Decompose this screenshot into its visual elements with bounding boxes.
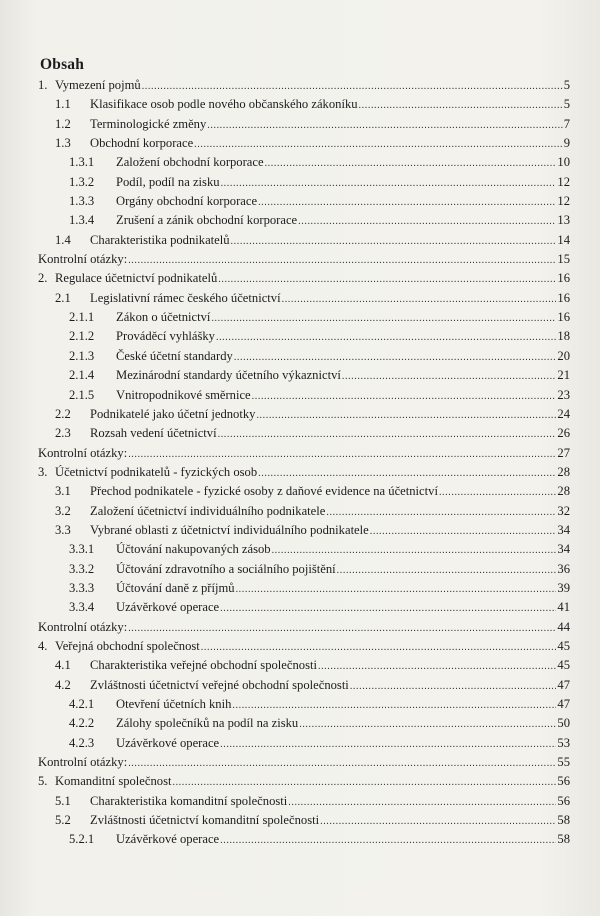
- toc-entry-page: 45: [557, 658, 570, 673]
- toc-entry-page: 44: [557, 619, 570, 634]
- toc-entry-page: 27: [557, 445, 570, 460]
- toc-entry-number: 2.1.3: [69, 348, 95, 363]
- toc-entry-link[interactable]: [116, 560, 570, 580]
- toc-leader-dots: [220, 599, 556, 618]
- toc-entry-title: Mezinárodní standardy účetního výkaznictví: [116, 368, 341, 383]
- toc-leader-dots: [299, 715, 556, 734]
- toc-entry-page: 7: [563, 116, 570, 131]
- toc-entry-link[interactable]: [90, 134, 570, 154]
- toc-entry-title: Podíl, podíl na zisku: [116, 174, 220, 189]
- toc-entry-page: 5: [563, 97, 570, 112]
- toc-leader-dots: [320, 812, 556, 831]
- toc-entry: [38, 637, 570, 656]
- toc-entry-link[interactable]: [90, 482, 570, 502]
- toc-entry-page: 45: [557, 638, 570, 653]
- toc-entry: [38, 134, 570, 153]
- toc-entry-link[interactable]: [38, 618, 570, 638]
- toc-leader-dots: [128, 251, 556, 270]
- toc-entry: [38, 444, 570, 463]
- toc-entry: [38, 695, 570, 714]
- toc-leader-dots: [231, 232, 557, 251]
- toc-entry-title: Založení obchodní korporace: [116, 155, 264, 170]
- toc-entry-link[interactable]: [116, 173, 570, 193]
- toc-leader-dots: [142, 77, 563, 96]
- toc-entry-number: 2.1.4: [69, 368, 95, 383]
- toc-entry-link[interactable]: [90, 656, 570, 676]
- page-title: Obsah: [40, 56, 85, 73]
- toc-entry-title: Komanditní společnost: [55, 774, 172, 789]
- toc-entry-title: Založení účetnictví individuálního podnikatele: [90, 503, 326, 518]
- toc-entry-title: Zrušení a zánik obchodní korporace: [116, 213, 298, 228]
- toc-entry: [38, 560, 570, 579]
- toc-entry: [38, 269, 570, 288]
- toc-leader-dots: [288, 793, 556, 812]
- toc-entry-title: Charakteristika veřejné obchodní společnosti: [90, 658, 317, 673]
- toc-entry-link[interactable]: [116, 734, 570, 754]
- toc-entry-title: Zvláštnosti účetnictví veřejné obchodní společnosti: [90, 677, 349, 692]
- toc-entry-title: Vymezení pojmů: [55, 78, 141, 92]
- toc-leader-dots: [172, 773, 556, 792]
- toc-entry-number: 5.2: [55, 813, 71, 828]
- toc-entry-link[interactable]: [116, 192, 570, 212]
- toc-entry-page: 24: [557, 406, 570, 421]
- toc-leader-dots: [337, 561, 557, 580]
- toc-entry: [38, 598, 570, 617]
- toc-entry: [38, 830, 570, 849]
- toc-entry-number: 2.1.1: [69, 310, 95, 325]
- toc-entry-page: 16: [557, 290, 570, 305]
- toc-entry-title: Obchodní korporace: [90, 136, 194, 151]
- toc-entry-title: Orgány obchodní korporace: [116, 194, 258, 209]
- toc-entry-page: 56: [557, 793, 570, 808]
- toc-entry-page: 55: [557, 755, 570, 770]
- toc-entry-number: 2.1.2: [69, 329, 95, 344]
- toc-leader-dots: [370, 522, 557, 541]
- toc-entry: [38, 289, 570, 308]
- toc-leader-dots: [236, 580, 557, 599]
- toc-entry-title: Kontrolní otázky:: [38, 445, 128, 460]
- toc-entry-page: 10: [557, 155, 570, 170]
- toc-entry-link[interactable]: [116, 327, 570, 347]
- toc-entry-page: 36: [557, 561, 570, 576]
- toc-entry-link[interactable]: [116, 211, 570, 231]
- toc-entry-link[interactable]: [90, 676, 570, 696]
- toc-entry-page: 23: [557, 387, 570, 402]
- toc-leader-dots: [218, 270, 556, 289]
- toc-entry-number: 4.2.2: [69, 716, 95, 731]
- toc-entry-link[interactable]: [116, 579, 570, 599]
- toc-entry: [38, 753, 570, 772]
- toc-entry: [38, 424, 570, 443]
- toc-entry-page: 28: [557, 464, 570, 479]
- toc-leader-dots: [256, 406, 556, 425]
- toc-entry: [38, 115, 570, 134]
- toc-entry-number: 4.2: [55, 677, 71, 692]
- toc-entry-page: 16: [557, 271, 570, 286]
- toc-entry-title: Uzávěrkové operace: [116, 735, 220, 750]
- toc-entry: [38, 250, 570, 269]
- toc-entry-number: 4.2.1: [69, 697, 95, 711]
- toc-entry-title: Uzávěrkové operace: [116, 832, 220, 847]
- toc-entry-page: 16: [557, 310, 570, 325]
- toc-entry-number: 5.: [38, 774, 48, 789]
- toc-entry-page: 34: [557, 542, 570, 557]
- toc-entry-title: Regulace účetnictví podnikatelů: [55, 271, 218, 286]
- toc-entry-page: 28: [557, 484, 570, 499]
- toc-leader-dots: [211, 309, 556, 328]
- toc-entry: [38, 76, 570, 95]
- toc-entry-title: Zvláštnosti účetnictví komanditní společnosti: [90, 813, 320, 828]
- toc-entry-title: Prováděcí vyhlášky: [116, 329, 215, 344]
- toc-entry-number: 1.3: [55, 136, 71, 151]
- toc-entry-number: 2.: [38, 271, 48, 286]
- toc-entry-page: 26: [557, 426, 570, 441]
- toc-entry-link[interactable]: [90, 115, 570, 135]
- toc-entry-page: 13: [557, 213, 570, 228]
- toc-entry-page: 5: [563, 78, 570, 92]
- toc-entry: [38, 676, 570, 695]
- toc-entry-link[interactable]: [116, 695, 570, 715]
- toc-entry-link[interactable]: [55, 269, 570, 289]
- toc-entry-title: Účetnictví podnikatelů - fyzických osob: [55, 464, 258, 479]
- toc-entry: [38, 211, 570, 230]
- toc-entry: [38, 792, 570, 811]
- toc-entry-number: 1.3.1: [69, 155, 95, 170]
- toc-entry-page: 12: [557, 194, 570, 209]
- toc-entry-link[interactable]: [116, 347, 570, 367]
- toc-entry-page: 53: [557, 735, 570, 750]
- toc-entry-number: 1.2: [55, 116, 71, 131]
- toc-entry-title: Účtování nakupovaných zásob: [116, 542, 271, 557]
- toc-entry-title: Vybrané oblasti z účetnictví individuálního podnikatele: [90, 522, 369, 537]
- toc-entry-title: Přechod podnikatele - fyzické osoby z daňové evidence na účetnictví: [90, 484, 438, 499]
- toc-entry-title: Veřejná obchodní společnost: [55, 638, 200, 653]
- toc-leader-dots: [220, 735, 556, 754]
- toc-entry-page: 20: [557, 348, 570, 363]
- toc-entry-page: 39: [557, 580, 570, 595]
- toc-entry-link[interactable]: [38, 250, 570, 270]
- toc-entry-number: 3.1: [55, 484, 71, 499]
- toc-entry-page: 18: [557, 329, 570, 344]
- toc-entry-link[interactable]: [116, 598, 570, 618]
- toc-entry: [38, 502, 570, 521]
- toc-leader-dots: [265, 154, 557, 173]
- toc-entry-page: 50: [557, 716, 570, 731]
- toc-entry-link[interactable]: [55, 76, 570, 96]
- toc-entry-title: Kontrolní otázky:: [38, 619, 128, 634]
- toc-entry-number: 3.3.2: [69, 561, 95, 576]
- toc-entry: [38, 811, 570, 830]
- toc-leader-dots: [350, 677, 557, 696]
- toc-entry-title: Účtování daně z příjmů: [116, 580, 235, 595]
- toc-entry-link[interactable]: [90, 792, 570, 812]
- toc-entry: [38, 95, 570, 114]
- toc-entry: [38, 482, 570, 501]
- toc-leader-dots: [218, 425, 557, 444]
- toc-entry-title: Legislativní rámec českého účetnictví: [90, 290, 281, 305]
- toc-entry-link[interactable]: [55, 463, 570, 483]
- toc-entry-number: 3.3.3: [69, 580, 95, 595]
- toc-entry-number: 3.3.4: [69, 600, 95, 615]
- toc-entry-number: 4.: [38, 638, 48, 653]
- toc-leader-dots: [282, 290, 557, 309]
- toc-entry-number: 3.3.1: [69, 542, 95, 557]
- toc-entry-page: 12: [557, 174, 570, 189]
- toc-leader-dots: [221, 174, 557, 193]
- toc-entry-page: 56: [557, 774, 570, 789]
- toc-entry-link[interactable]: [116, 540, 570, 560]
- toc-entry-link[interactable]: [90, 231, 570, 251]
- toc-entry-title: Kontrolní otázky:: [38, 755, 128, 770]
- toc-entry: [38, 308, 570, 327]
- toc-entry-title: Zákon o účetnictví: [116, 310, 211, 325]
- toc-entry-number: 1.1: [55, 97, 71, 112]
- toc-entry-page: 58: [557, 813, 570, 828]
- toc-entry-number: 1.3.4: [69, 213, 95, 228]
- toc-leader-dots: [207, 116, 562, 135]
- toc-entry-page: 14: [557, 232, 570, 247]
- toc-entry-number: 1.3.3: [69, 194, 95, 209]
- toc-leader-dots: [194, 135, 563, 154]
- toc-entry: [38, 618, 570, 637]
- toc-entry: [38, 405, 570, 424]
- toc-entry: [38, 366, 570, 385]
- toc-leader-dots: [128, 445, 556, 464]
- toc-entry-number: 1.4: [55, 232, 71, 247]
- toc-entry-link[interactable]: [55, 637, 570, 657]
- toc-leader-dots: [272, 541, 557, 560]
- toc-entry-link[interactable]: [90, 811, 570, 831]
- toc-entry-number: 3.3: [55, 522, 71, 537]
- toc-entry: [38, 153, 570, 172]
- toc-entry-number: 4.2.3: [69, 735, 95, 750]
- toc-entry-page: 47: [557, 697, 570, 711]
- toc-entry-number: 2.3: [55, 426, 71, 441]
- toc-entry-link[interactable]: [90, 502, 570, 522]
- toc-entry-page: 32: [557, 503, 570, 518]
- toc-entry-title: Účtování zdravotního a sociálního pojištění: [116, 561, 336, 576]
- toc-entry-link[interactable]: [116, 153, 570, 173]
- toc-entry-number: 1.3.2: [69, 174, 95, 189]
- toc-entry-title: Kontrolní otázky:: [38, 252, 128, 267]
- toc-entry: [38, 173, 570, 192]
- toc-entry: [38, 540, 570, 559]
- toc-leader-dots: [318, 657, 556, 676]
- toc-leader-dots: [342, 367, 557, 386]
- toc-leader-dots: [220, 831, 556, 850]
- toc-leader-dots: [252, 387, 557, 406]
- toc-entry-page: 58: [557, 832, 570, 847]
- toc-leader-dots: [216, 328, 556, 347]
- toc-entry-title: Rozsah vedení účetnictví: [90, 426, 217, 441]
- toc-leader-dots: [128, 754, 556, 773]
- toc-entry-number: 2.1.5: [69, 387, 95, 402]
- toc-entry-link[interactable]: [90, 95, 570, 115]
- toc-entry-link[interactable]: [90, 405, 570, 425]
- toc-entry-link[interactable]: [38, 753, 570, 773]
- toc-leader-dots: [201, 638, 557, 657]
- toc-leader-dots: [298, 212, 556, 231]
- toc-entry-page: 41: [557, 600, 570, 615]
- toc-entry-link[interactable]: [116, 366, 570, 386]
- toc-entry-title: Podnikatelé jako účetní jednotky: [90, 406, 256, 421]
- toc-entry-page: 21: [557, 368, 570, 383]
- toc-entry-number: 5.2.1: [69, 832, 95, 847]
- toc-leader-dots: [326, 503, 556, 522]
- toc-entry-number: 1.: [38, 78, 48, 92]
- toc-entry-number: 3.2: [55, 503, 71, 518]
- toc-entry-page: 47: [557, 677, 570, 692]
- table-of-contents: [38, 76, 570, 850]
- toc-leader-dots: [232, 696, 556, 715]
- toc-entry-link[interactable]: [55, 772, 570, 792]
- toc-entry-link[interactable]: [116, 714, 570, 734]
- toc-entry-title: Terminologické změny: [90, 116, 207, 131]
- toc-entry: [38, 327, 570, 346]
- toc-entry: [38, 192, 570, 211]
- toc-entry-link[interactable]: [116, 386, 570, 406]
- toc-entry-link[interactable]: [116, 830, 570, 850]
- toc-entry-title: Charakteristika komanditní společnosti: [90, 793, 288, 808]
- toc-entry-title: České účetní standardy: [116, 348, 233, 363]
- toc-entry-link[interactable]: [90, 289, 570, 309]
- toc-entry: [38, 734, 570, 753]
- toc-entry: [38, 714, 570, 733]
- toc-entry-link[interactable]: [116, 308, 570, 328]
- toc-entry-link[interactable]: [90, 424, 570, 444]
- toc-entry-number: 2.1: [55, 290, 71, 305]
- toc-leader-dots: [128, 619, 556, 638]
- toc-leader-dots: [234, 348, 557, 367]
- toc-entry-title: Charakteristika podnikatelů: [90, 232, 230, 247]
- toc-entry-link[interactable]: [90, 521, 570, 541]
- toc-entry-title: Zálohy společníků na podíl na zisku: [116, 716, 299, 731]
- toc-leader-dots: [439, 483, 556, 502]
- toc-entry-number: 3.: [38, 464, 48, 479]
- toc-entry: [38, 772, 570, 791]
- toc-entry-link[interactable]: [38, 444, 570, 464]
- toc-entry: [38, 656, 570, 675]
- toc-leader-dots: [359, 96, 563, 115]
- toc-entry-page: 34: [557, 522, 570, 537]
- toc-entry-title: Otevření účetních knih: [116, 697, 232, 711]
- toc-entry: [38, 386, 570, 405]
- toc-entry: [38, 579, 570, 598]
- toc-entry-title: Klasifikace osob podle nového občanského zákoníku: [90, 97, 358, 112]
- toc-entry-title: Vnitropodnikové směrnice: [116, 387, 251, 402]
- toc-leader-dots: [258, 464, 556, 483]
- toc-entry-page: 9: [563, 136, 570, 151]
- toc-entry-number: 5.1: [55, 793, 71, 808]
- toc-entry: [38, 463, 570, 482]
- toc-entry: [38, 347, 570, 366]
- toc-leader-dots: [258, 193, 556, 212]
- toc-entry: [38, 521, 570, 540]
- toc-entry-title: Uzávěrkové operace: [116, 600, 220, 615]
- toc-entry-number: 4.1: [55, 658, 71, 673]
- toc-entry: [38, 231, 570, 250]
- toc-entry-page: 15: [557, 252, 570, 267]
- toc-entry-number: 2.2: [55, 406, 71, 421]
